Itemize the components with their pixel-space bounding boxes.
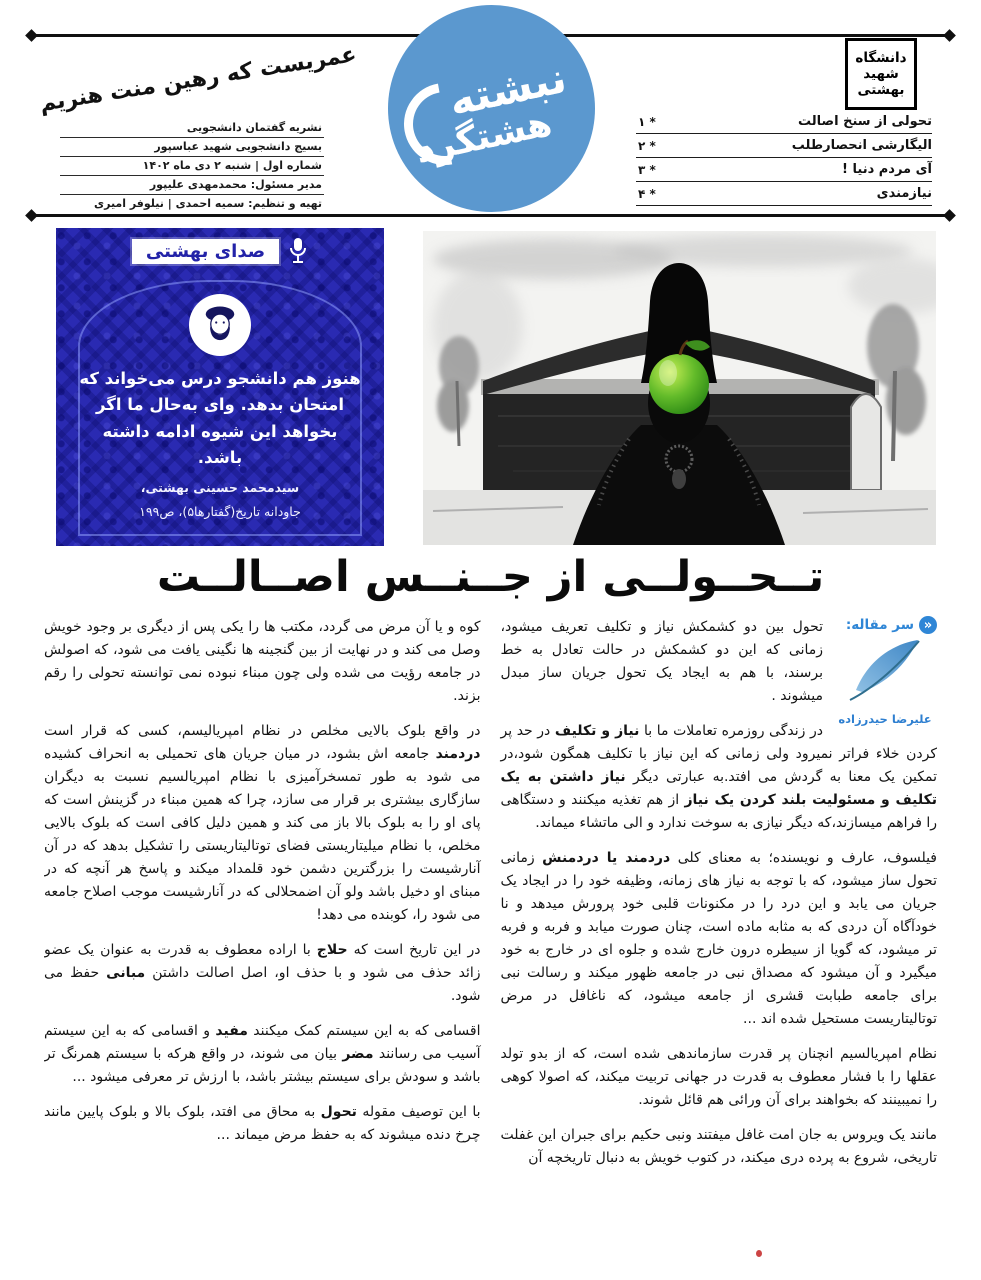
article-column-left xyxy=(44,616,481,1276)
text-segment: جامعه اش بشود، در میان جریان های تحمیلی به انحراف کشیده می شود به طور تمسخرآمیزی با نظام امپریالسیم نسبت به دیگران سازگاری بیشتری بر قرار می سازد، چرا که همین مبناء در گزینش است که پای او را به بلوک بالا باز می کند و همین دلیل کافی است که بلوک بالایی مخلص، با نظام میلیتاریستی فضای توتالیتاریستی را تشکیل بدهد که در آن آنارشیست را بزرگترین دشمن خود قلمداد میکند و پاسخ هر آنچه که در مبنای او دخیل باشد ولو آن اضمحلالی که در آنارشیست موجب اصلاح جامعه می شود را، کوبنده می دهد! xyxy=(44,746,481,923)
text-segment: در زندگی روزمره تعاملات ما با xyxy=(639,723,823,739)
emphasis-text: مضر xyxy=(342,1046,374,1062)
toc-item-number: * ۴ xyxy=(638,186,656,201)
microphone-icon xyxy=(288,237,308,265)
article-paragraph xyxy=(44,1101,481,1147)
toc-item-title: الیگارشی انحصارطلب xyxy=(791,138,932,153)
text-segment: در حد پر کردن خلاء فراتر نمیرود ولی زمانی که این نیاز با تکلیف همگون شود،در تمکین یک معنا به گردش می افتد.به عبارتی دیگر xyxy=(500,723,937,785)
seal-line: شهید xyxy=(863,65,899,82)
toc-item xyxy=(636,158,932,182)
toc-item-title: آی مردم دنیا ! xyxy=(842,162,932,177)
text-segment: زمانی تحول ساز میشود، که با توجه به نیاز های زمانه، وظیفه خود را در ایجاد یک جریان می یابد و این درد را در مکنونات قلبی خود پرورش میدهد و نا خودآگاه آن دردی که به مثابه ماده است، چنان صورت میابد و فربه و فربه تر میشود، که گویا از سیطره درون خارج شده و جلوه ای در خارج به خود میگیرد و آن میشود که مصداق نبی در جامعه ظهور میکند و رسالت نبی برای جامعه طبابت قشری از جامعه میشود، که ناغافل در مرض توتالیتاریست مستحیل شده اند ... xyxy=(500,850,937,1027)
quote-attribution-source: جاودانه تاریخ(گفتارها۵)، ص۱۹۹ xyxy=(139,504,301,519)
toc-item xyxy=(636,134,932,158)
article-column-right xyxy=(501,616,938,1276)
apple-face-collage xyxy=(423,231,936,545)
masthead-info-line: نشریه گفتمان دانشجویی xyxy=(60,119,324,138)
portrait-icon xyxy=(194,299,246,351)
masthead-calligraphy: عمریست که رهین منت هنریم xyxy=(37,41,359,117)
university-seal xyxy=(845,38,917,110)
mid-rule xyxy=(32,214,949,217)
text-segment: نظام امپریالسیم انچنان پر قدرت سازماندهی شده است، که از بدو تولد عقلها را با فشار معطوف به قدرت در جهانی تربیت میکند، که اصولا کوهی را نمیبینند که بخواهند برای آن ورائی هم قائل شوند. xyxy=(500,1046,937,1108)
article-headline: تــحــولــی از جــنــس اصــالــت xyxy=(156,552,825,602)
masthead-info-line: تهیه و تنظیم: سمیه احمدی | نیلوفر امیری xyxy=(94,197,322,210)
article-paragraph xyxy=(501,847,938,1031)
card-title: صدای بهشتی xyxy=(132,239,279,264)
quote-attribution-name: سیدمحمد حسینی بهشتی، xyxy=(140,480,300,495)
beheshti-portrait-badge xyxy=(189,294,251,356)
toc-item-number: * ۳ xyxy=(638,162,656,177)
article-paragraph xyxy=(501,720,938,835)
editorial-label: سر مقاله: xyxy=(845,617,914,633)
table-of-contents xyxy=(636,110,932,206)
masthead-info-block xyxy=(60,119,324,213)
toc-item-title: تحولی از سنخ اصالت xyxy=(798,114,932,129)
emphasis-text: حلاج xyxy=(316,942,348,958)
toc-item-number: * ۲ xyxy=(638,138,656,153)
emphasis-text: نیاز و تکلیف xyxy=(554,723,640,739)
article-body xyxy=(44,616,937,1276)
author-name: علیرضا حیدرزاده xyxy=(838,712,932,726)
toc-item-number: * ۱ xyxy=(638,114,656,129)
emphasis-text: دردمند xyxy=(435,746,481,762)
emphasis-text: مبانی xyxy=(106,965,146,981)
emphasis-text: مفید xyxy=(215,1023,248,1039)
card-header xyxy=(56,237,384,265)
text-segment: با اراده معطوف به قدرت به عنوان یک عضو زائد حذف می شود و با حذف او، اصل اصالت داشتن xyxy=(44,942,481,981)
text-segment: در واقع بلوک بالایی مخلص در نظام امپریالیسم، کسی که قرار است xyxy=(44,723,481,739)
text-segment: اقسامی که به این سیستم کمک میکنند xyxy=(247,1023,481,1039)
article-paragraph xyxy=(501,1043,938,1112)
newsletter-logo xyxy=(388,5,595,212)
text-segment: به محاق می افتد، بلوک بالا و بلوک پایین مانند چرخ دنده میشوند که به حفظ مرض میماند ... xyxy=(44,1104,481,1143)
logo-text-line2: هشتگرد xyxy=(412,102,556,172)
double-chevron-icon: « xyxy=(919,616,937,634)
masthead-info-line: بسیج دانشجویی شهید عباسپور xyxy=(60,138,324,157)
emphasis-text: دردمند یا دردمنش xyxy=(542,850,671,866)
text-segment: حفظ می شود. xyxy=(44,965,481,1004)
article-paragraph xyxy=(44,939,481,1008)
quote-card xyxy=(56,228,384,546)
text-segment: کوه و یا آن مرض می گردد، مکتب ها را یکی پس از دیگری بر وجود خویش وصل می کند و در نهایت از بین گنجینه ها نگینی یافت می شود، که اصولش در جامعه رؤیت می شده ولی چون مبناء نبوده نمی توانسته تحولی را رقم بزند. xyxy=(44,619,481,704)
emphasis-text: نیاز داشتن به یک تکلیف و مسئولیت بلند کردن یک نیاز xyxy=(500,769,937,808)
seal-line: دانشگاه xyxy=(855,49,907,66)
seal-line: بهشتی xyxy=(857,82,905,99)
text-segment: بیان می شوند، در واقع هرکه با سیستم همرنگ تر باشد و سودش برای سیستم بیشتر باشد، با ارزش تر معرفی میشود ... xyxy=(44,1046,481,1085)
editorial-badge xyxy=(833,616,937,726)
masthead-info-line: شماره اول | شنبه ۲ دی ماه ۱۴۰۲ xyxy=(60,157,324,176)
article-paragraph xyxy=(501,1124,938,1170)
toc-item xyxy=(636,182,932,206)
quote-text: هنوز هم دانشجو درس می‌خواند که امتحان بدهد. وای به‌حال ما اگر بخواهد این شیوه ادامه داشته باشد. xyxy=(79,369,361,468)
text-segment: تحول بین دو کشمکش نیاز و تکلیف تعریف میشود، زمانی که این دو کشمکش در حالت تعادل به خط برسند، با هم به ایجاد یک تحول جریان ساز مبدل میشوند . xyxy=(500,619,823,704)
text-segment: و اقسامی که به این سیستم آسیب می رسانند xyxy=(44,1023,481,1062)
masthead-info-line: مدیر مسئول: محمدمهدی علیپور xyxy=(60,176,324,195)
red-mark xyxy=(756,1250,762,1257)
text-segment: مانند یک ویروس به جان امت غافل میفتند ونبی حکیم برای جبران این غفلت تاریخی، شروع به پرده دری میکند، در کتوب خویش به دنبال تاریخچه آن xyxy=(500,1127,937,1166)
editorial-badge-header xyxy=(833,616,937,634)
article-paragraph xyxy=(44,616,481,708)
text-segment: در این تاریخ است که xyxy=(347,942,481,958)
article-paragraph xyxy=(44,1020,481,1089)
text-segment: از هم تغذیه میکنند و دستگاهی را فراهم میسازند،که دیگر نیازی به سوخت ندارد و الی ماتشاء میماند. xyxy=(500,792,937,831)
toc-item xyxy=(636,110,932,134)
toc-item-title: نیازمندی xyxy=(876,186,932,201)
emphasis-text: تحول xyxy=(320,1104,357,1120)
text-segment: با این توصیف مقوله xyxy=(356,1104,481,1120)
article-paragraph xyxy=(44,720,481,927)
text-segment: فیلسوف، عارف و نویسنده؛ به معنای کلی xyxy=(670,850,937,866)
feather-quill-icon xyxy=(842,634,928,706)
logo-text-line1: نبشته xyxy=(445,52,571,125)
